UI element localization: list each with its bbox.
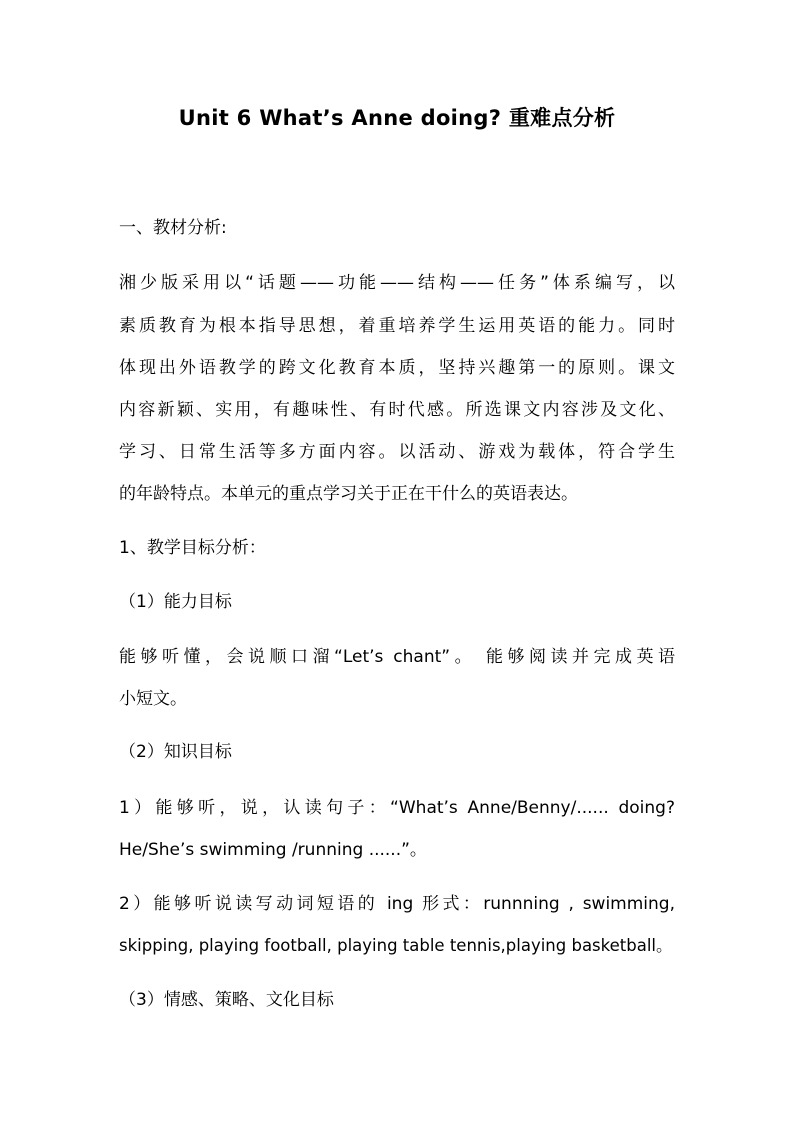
subsection-heading-teaching-goals: 1、教学目标分析：: [119, 538, 266, 558]
ability-goal-line: 能够听懂，会说顺口溜“Let’s chant”。 能够阅读并完成英语: [119, 647, 675, 667]
intro-paragraph-line: 素质教育为根本指导思想，着重培养学生运用英语的能力。同时: [119, 316, 675, 336]
ability-goal-line: 小短文。: [119, 689, 187, 709]
knowledge-goal-item-1-line: He/She’s swimming /running ......”。: [119, 840, 427, 860]
intro-paragraph-line: 内容新颖、实用，有趣味性、有时代感。所选课文内容涉及文化、: [119, 400, 675, 420]
intro-paragraph-line: 学习、日常生活等多方面内容。以活动、游戏为载体，符合学生: [119, 442, 675, 462]
ability-goal-heading: （1）能力目标: [119, 592, 232, 612]
intro-paragraph-line: 湘少版采用以“话题——功能——结构——任务”体系编写，以: [119, 273, 675, 293]
section-heading-textbook-analysis: 一、教材分析:: [119, 218, 227, 238]
knowledge-goal-item-2-line: skipping, playing football, playing table tennis,playing basketball。: [119, 936, 673, 955]
document-title: Unit 6 What’s Anne doing? 重难点分析: [178, 106, 616, 130]
knowledge-goal-heading: （2）知识目标: [119, 742, 232, 762]
emotion-goal-heading: （3）情感、策略、文化目标: [119, 990, 334, 1010]
intro-paragraph-line: 的年龄特点。本单元的重点学习关于正在干什么的英语表达。: [119, 484, 578, 504]
knowledge-goal-item-1-line: 1）能够听，说，认读句子：“What’s Anne/Benny/...... doing?: [119, 798, 675, 818]
knowledge-goal-item-2-line: 2）能够听说读写动词短语的 ing 形式：runnning , swimming,: [119, 894, 675, 914]
intro-paragraph-line: 体现出外语教学的跨文化教育本质，坚持兴趣第一的原则。课文: [119, 358, 675, 378]
